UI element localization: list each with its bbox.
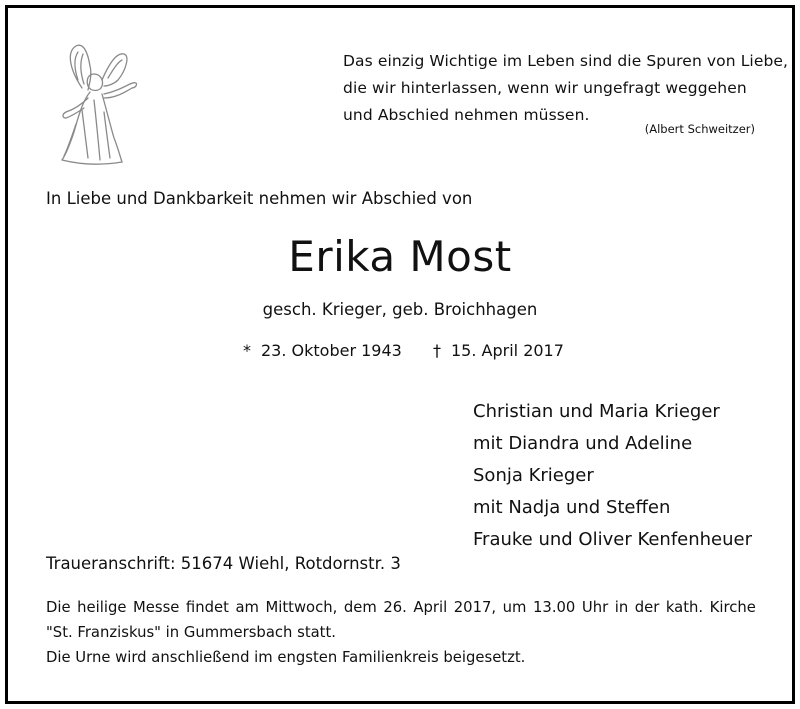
intro-text: In Liebe und Dankbarkeit nehmen wir Abschied von <box>46 189 473 208</box>
birth-date-group <box>243 341 402 360</box>
service-line: "St. Franziskus" in Gummersbach statt. <box>46 624 336 641</box>
service-word: Mittwoch, <box>265 599 338 616</box>
death-date: 15. April 2017 <box>451 341 564 360</box>
birth-date: 23. Oktober 1943 <box>261 341 402 360</box>
service-word: Messe <box>132 599 180 616</box>
service-word: findet <box>185 599 229 616</box>
birth-star-icon: * <box>243 341 251 360</box>
family-line: Sonja Krieger <box>473 465 594 486</box>
family-line: Frauke und Oliver Kenfenheuer <box>473 529 753 550</box>
service-word: Kirche <box>709 599 756 616</box>
death-cross-icon: † <box>433 341 441 360</box>
quote-line: und Abschied nehmen müssen. <box>343 106 590 124</box>
service-info <box>46 595 756 670</box>
service-word: Uhr <box>581 599 609 616</box>
angel-icon <box>48 40 148 170</box>
service-word: 13.00 <box>532 599 576 616</box>
family-line: mit Diandra und Adeline <box>473 433 693 454</box>
mourning-address: Traueranschrift: 51674 Wiehl, Rotdornstr. 3 <box>46 554 401 573</box>
service-word: der <box>634 599 660 616</box>
service-word: April <box>413 599 448 616</box>
service-line <box>46 595 756 620</box>
service-word: dem <box>343 599 377 616</box>
quote-line: die wir hinterlassen, wenn wir ungefragt weggehen <box>343 79 747 97</box>
service-word: heilige <box>77 599 127 616</box>
quote-line: Das einzig Wichtige im Leben sind die Spuren von Liebe, <box>343 52 789 70</box>
death-date-group <box>433 341 564 360</box>
quote-block <box>343 48 789 129</box>
service-line: Die Urne wird anschließend im engsten Familienkreis beigesetzt. <box>46 649 526 666</box>
deceased-name: Erika Most <box>288 232 512 281</box>
service-word: in <box>614 599 629 616</box>
family-line: Christian und Maria Krieger <box>473 401 720 422</box>
quote-author: (Albert Schweitzer) <box>644 122 755 136</box>
family-list <box>473 396 752 556</box>
maiden-name: gesch. Krieger, geb. Broichhagen <box>262 300 538 319</box>
service-word: kath. <box>665 599 704 616</box>
service-word: am <box>235 599 259 616</box>
service-word: 26. <box>383 599 407 616</box>
service-word: Die <box>46 599 71 616</box>
service-word: 2017, <box>453 599 497 616</box>
family-line: mit Nadja und Steffen <box>473 497 671 518</box>
service-word: um <box>502 599 527 616</box>
